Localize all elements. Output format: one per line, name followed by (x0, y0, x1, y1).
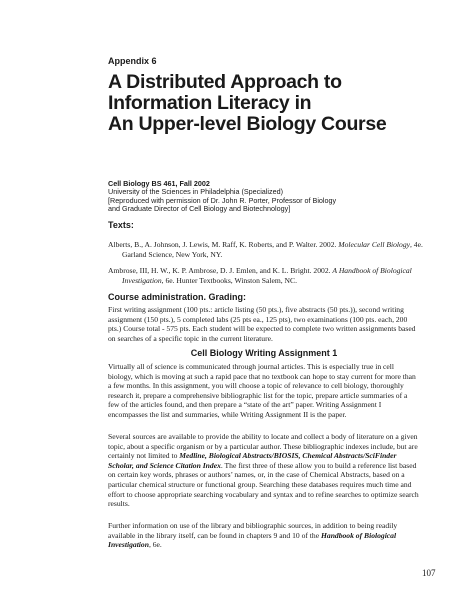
course-info (108, 180, 438, 214)
reference-book-title: A Handbook of Biological Investigation (122, 266, 412, 285)
texts-heading: Texts: (108, 220, 134, 230)
assignment-paragraph-2 (108, 432, 420, 509)
reference-ambrose (108, 266, 434, 285)
reference-publisher: , 4e. Garland Science, New York, NY. (122, 240, 423, 259)
handbook-title: Handbook of Biological Investigation (108, 530, 397, 550)
title-line-2: Information Literacy in (108, 92, 312, 114)
reference-book-title: Molecular Cell Biology (338, 240, 410, 249)
title-line-1: A Distributed Approach to (108, 71, 342, 93)
index-list: Medline, Biological Abstracts/BIOSIS, Chemical Abstracts/SciFinder Scholar, and Science Citation Index (108, 451, 397, 470)
course-director: and Graduate Director of Cell Biology and Biotechnology] (108, 204, 291, 214)
assignment-paragraph-3 (108, 521, 420, 550)
paragraph-text: , 6e. (148, 540, 162, 550)
appendix-label: Appendix 6 (108, 56, 157, 66)
reference-authors: Alberts, B., A. Johnson, J. Lewis, M. Raff, K. Roberts, and P. Walter. 2002. (108, 240, 339, 249)
admin-paragraph: First writing assignment (100 pts.: article listing (50 pts.), five abstracts (50 pts.)), second writing assignment (150 pts.), 5 completed labs (25 pts ea., 125 pts), two examinations (100 pts. each, 200 pts.) Course total - 575 pts. Each student will be expected to complete two written assignments based on searches of a specific topic in the current literature. (108, 305, 416, 343)
course-name: Cell Biology BS 461, Fall 2002 (108, 179, 210, 188)
paragraph-text: Further information on use of the library and bibliographic sources, in addition to being readily available in the library itself, can be found in chapters 9 and 10 of the (108, 521, 398, 540)
course-permission: [Reproduced with permission of Dr. John R. Porter, Professor of Biology (108, 195, 337, 205)
title-line-3: An Upper-level Biology Course (108, 113, 387, 135)
reference-publisher: , 6e. Hunter Textbooks, Winston Salem, NC. (161, 275, 298, 285)
assignment-paragraph-1: Virtually all of science is communicated through journal articles. This is especially true in cell biology, which is moving at such a rapid pace that no textbook can hope to stay current for more than a few months. In this assignment, you will choose a topic of relevance to cell biology, thoroughly research it, prepare a comprehensive bibliographic list for the topic, prepare article summaries of a few of the articles found, and then prepare a “state of the art” paper. Writing Assignment I encompasses the list and summaries, while Writing Assignment II is the paper. (108, 362, 416, 419)
assignment-heading: Cell Biology Writing Assignment 1 (190, 348, 338, 358)
paragraph-text: Several sources are available to provide the ability to locate and collect a body of literature on a given topic, about a specific organism or by a particular author. These bibliographic indexes include, but are certainly not limited to (108, 432, 418, 461)
paragraph-text: . The first three of these allow you to build a reference list based on certain key words, phrases or authors’ names, or, in the case of Chemical Abstracts, based on a particular chemical structure or functional group. Searching these databases requires much time and effort to choose appropriate searching vocabulary and syntax and to refine searches to optimize search results. (108, 460, 419, 509)
page-number: 107 (422, 568, 436, 578)
reference-authors: Ambrose, III, H. W., K. P. Ambrose, D. J. Emlen, and K. L. Bright. 2002. (108, 266, 333, 275)
reference-alberts (108, 240, 434, 259)
admin-heading: Course administration. Grading: (108, 292, 247, 302)
page-title (108, 72, 448, 135)
course-university: University of the Sciences in Philadelphia (Specialized) (108, 187, 283, 197)
